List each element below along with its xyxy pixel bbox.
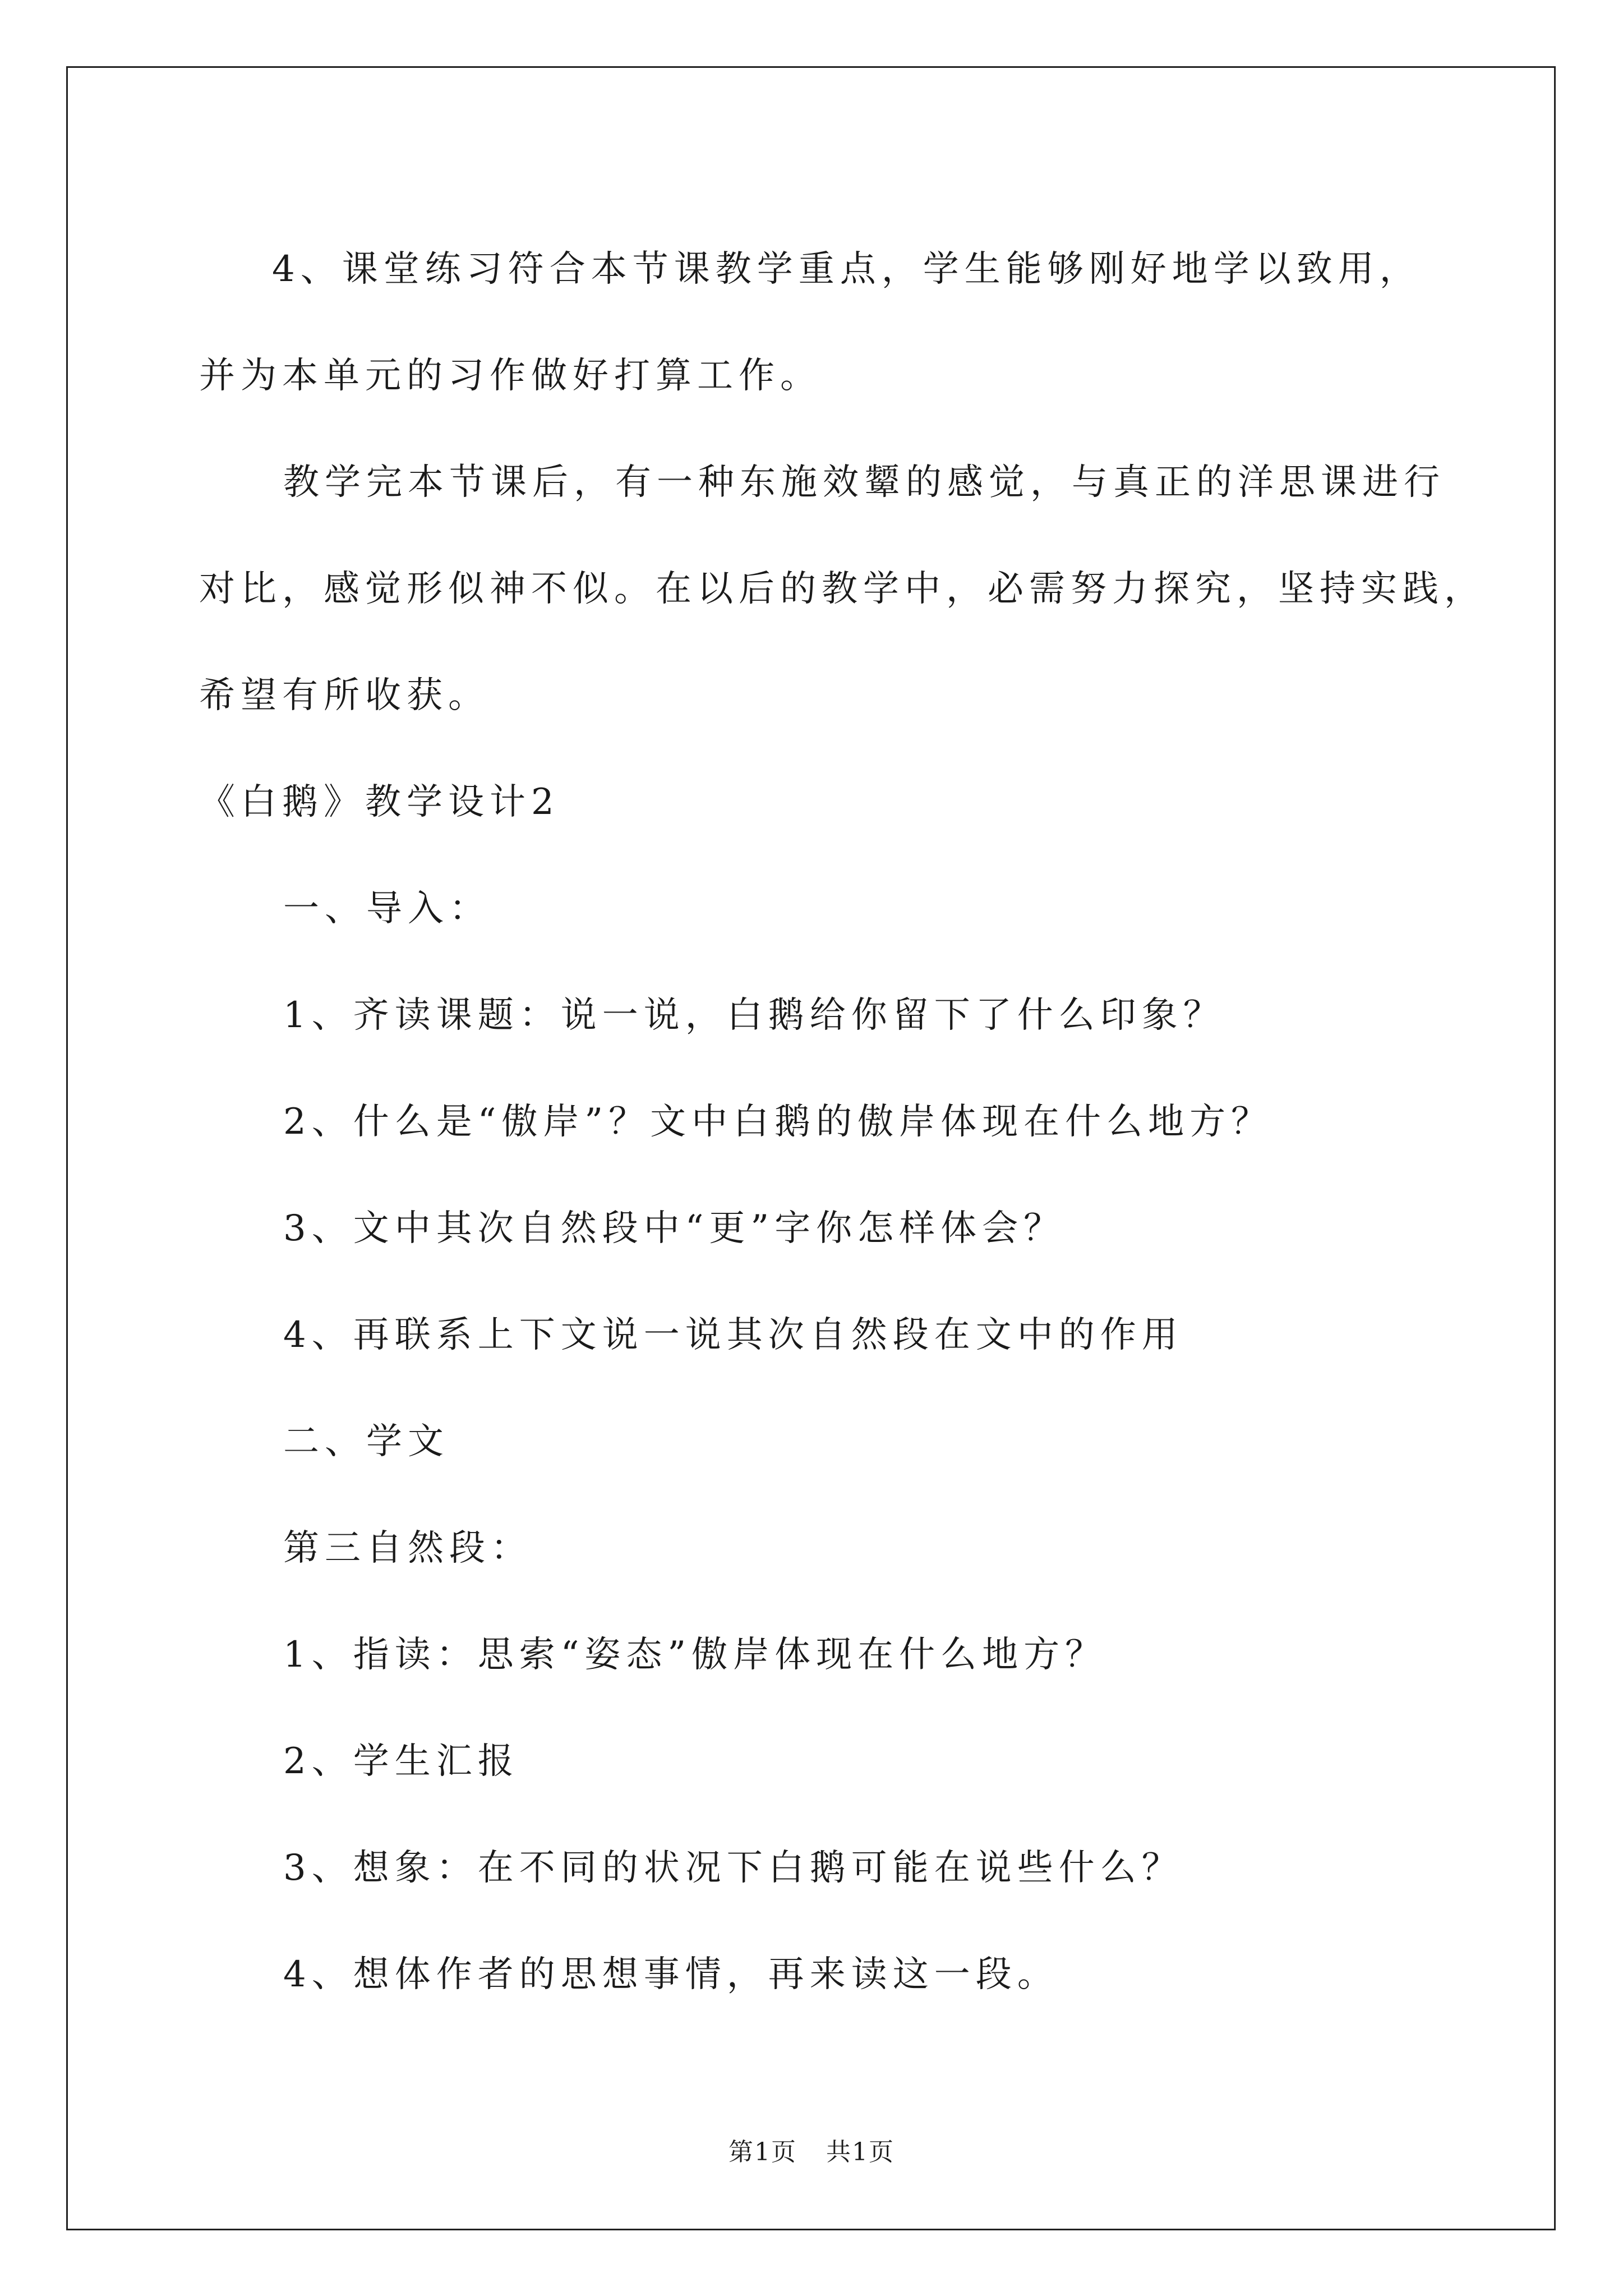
list-item: 1、指读：思索“姿态”傲岸体现在什么地方？ [283, 1634, 1107, 1676]
document-body [199, 216, 1489, 2028]
page-number: 第1页 [728, 2138, 797, 2166]
section-heading: 二、学文 [283, 1421, 449, 1462]
section-title: 《白鹅》教学设计2 [199, 781, 560, 823]
paragraph-line: 教学完本节课后，有一种东施效颦的感觉，与真正的洋思课进行 [283, 462, 1445, 503]
list-item: 3、文中其次自然段中“更”字你怎样体会？ [283, 1208, 1066, 1249]
subsection-heading: 第三自然段： [283, 1527, 532, 1569]
list-item: 2、什么是“傲岸”？文中白鹅的傲岸体现在什么地方？ [283, 1101, 1273, 1143]
section-heading: 一、导入： [283, 888, 491, 930]
list-item: 1、齐读课题：说一说，白鹅给你留下了什么印象？ [283, 995, 1225, 1036]
list-item: 3、想象：在不同的状况下白鹅可能在说些什么？ [283, 1847, 1183, 1889]
list-item: 4、再联系上下文说一说其次自然段在文中的作用 [283, 1314, 1183, 1356]
paragraph-line: 对比，感觉形似神不似。在以后的教学中，必需努力探究，坚持实践， [199, 568, 1486, 610]
list-item: 4、想体作者的思想事情，再来读这一段。 [283, 1954, 1059, 1995]
paragraph-line: 4、课堂练习符合本节课教学重点，学生能够刚好地学以致用， [272, 249, 1421, 290]
list-item: 2、学生汇报 [283, 1741, 519, 1782]
paragraph-line: 并为本单元的习作做好打算工作。 [199, 355, 822, 397]
page-total: 共1页 [826, 2138, 895, 2166]
page-footer [0, 2132, 1623, 2168]
paragraph-line: 希望有所收获。 [199, 675, 490, 716]
